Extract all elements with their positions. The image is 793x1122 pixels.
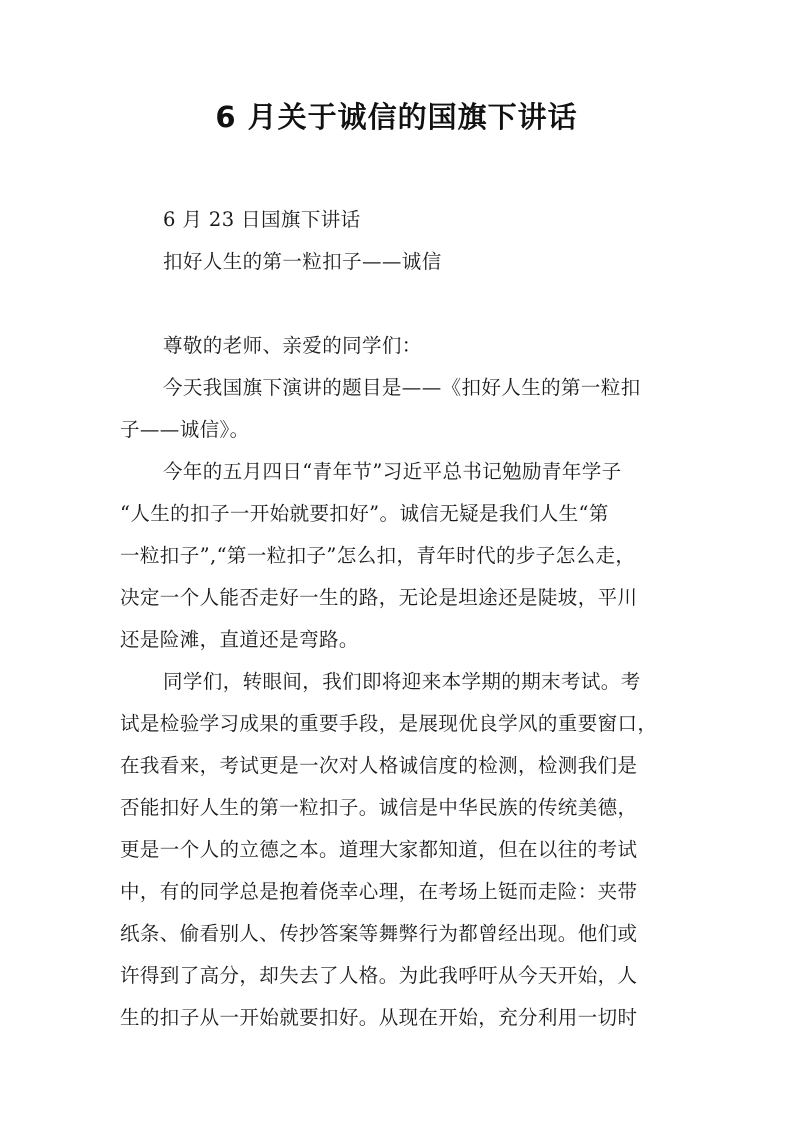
paragraph-youth-day	[120, 451, 680, 661]
paragraph-line: 今年的五月四日“青年节”习近平总书记勉励青年学子	[163, 460, 622, 483]
paragraph-line: 在我看来，考试更是一次对人格诚信度的检测，检测我们是	[120, 754, 638, 777]
paragraph-line: 更是一个人的立德之本。道理大家都知道，但在以往的考试	[120, 838, 638, 861]
paragraph-line: 许得到了高分，却失去了人格。为此我呼吁从今天开始，人	[120, 964, 638, 987]
paragraph-intro	[120, 367, 680, 451]
subtitle-line-date: 6 月 23 日国旗下讲话	[163, 208, 361, 231]
paragraph-line: 还是险滩，直道还是弯路。	[120, 628, 359, 651]
paragraph-line: 一粒扣子”,“第一粒扣子”怎么扣，青年时代的步子怎么走，	[120, 544, 636, 567]
paragraph-line: 否能扣好人生的第一粒扣子。诚信是中华民族的传统美德，	[120, 796, 638, 819]
paragraph-line: 同学们，转眼间，我们即将迎来本学期的期末考试。考	[163, 670, 641, 693]
paragraph-exam	[120, 661, 680, 1039]
paragraph-line: “人生的扣子一开始就要扣好”。诚信无疑是我们人生“第	[120, 502, 609, 525]
document-title: 6 月关于诚信的国旗下讲话	[215, 100, 578, 134]
paragraph-line: 子——诚信》。	[120, 418, 250, 441]
subtitle-line-topic: 扣好人生的第一粒扣子——诚信	[163, 250, 442, 273]
paragraph-line: 今天我国旗下演讲的题目是——《扣好人生的第一粒扣	[163, 376, 641, 399]
paragraph-line: 纸条、偷看别人、传抄答案等舞弊行为都曾经出现。他们或	[120, 922, 638, 945]
paragraph-line: 中，有的同学总是抱着侥幸心理，在考场上铤而走险：夹带	[120, 880, 638, 903]
salutation: 尊敬的老师、亲爱的同学们：	[163, 334, 422, 357]
paragraph-line: 试是检验学习成果的重要手段，是展现优良学风的重要窗口，	[120, 712, 658, 735]
blank-line	[120, 283, 680, 325]
document-body	[120, 199, 680, 1039]
paragraph-line: 生的扣子从一开始就要扣好。从现在开始，充分利用一切时	[120, 1006, 638, 1029]
paragraph-line: 决定一个人能否走好一生的路，无论是坦途还是陡坡，平川	[120, 586, 638, 609]
